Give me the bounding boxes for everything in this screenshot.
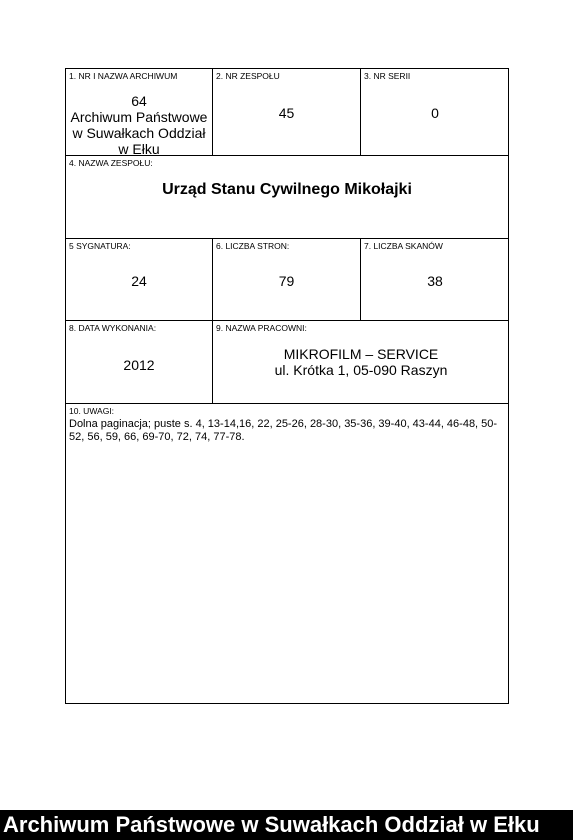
signature-cell xyxy=(66,239,212,320)
scans-label: 7. LICZBA SKANÓW xyxy=(364,241,443,251)
signature-value: 24 xyxy=(131,273,147,289)
studio-name: MIKROFILM – SERVICE xyxy=(283,346,439,362)
pages-value: 79 xyxy=(278,273,295,289)
fond-name-label: 4. NAZWA ZESPOŁU: xyxy=(69,158,153,168)
fond-name: Urząd Stanu Cywilnego Mikołajki xyxy=(162,181,412,198)
remarks-cell xyxy=(66,404,508,703)
pages-label: 6. LICZBA STRON: xyxy=(216,241,290,251)
scans-cell xyxy=(361,239,509,320)
fond-number: 45 xyxy=(278,105,295,121)
fond-name-cell xyxy=(66,156,508,238)
date-cell xyxy=(66,321,212,403)
archive-name-line-1: Archiwum Państwowe xyxy=(70,109,208,125)
fond-number-label: 2. NR ZESPOŁU xyxy=(216,71,280,81)
studio-cell xyxy=(213,321,509,403)
archive-label: 1. NR I NAZWA ARCHIWUM xyxy=(69,71,178,81)
archive-number: 64 xyxy=(131,93,147,109)
pages-cell xyxy=(213,239,360,320)
scans-value: 38 xyxy=(427,273,443,289)
archive-cell xyxy=(66,69,212,155)
archive-name-line-2: w Suwałkach Oddział xyxy=(72,125,206,141)
fond-number-cell xyxy=(213,69,360,155)
date-label: 8. DATA WYKONANIA: xyxy=(69,323,157,333)
metadata-form xyxy=(65,68,509,704)
series-cell xyxy=(361,69,509,155)
signature-label: 5 SYGNATURA: xyxy=(69,241,131,251)
archive-name-line-3: w Ełku xyxy=(118,141,160,157)
studio-address: ul. Krótka 1, 05-090 Raszyn xyxy=(274,362,448,378)
date-value: 2012 xyxy=(123,357,155,373)
studio-label: 9. NAZWA PRACOWNI: xyxy=(216,323,307,333)
series-label: 3. NR SERII xyxy=(364,71,411,81)
series-number: 0 xyxy=(431,105,439,121)
remarks-text: Dolna paginacja; puste s. 4, 13-14,16, 22, 25-26, 28-30, 35-36, 39-40, 43-44, 46-48, 50-52, 56, 59, 66, 69-70, 72, 74, 77-78. xyxy=(69,418,498,443)
archive-footer-banner: Archiwum Państwowe w Suwałkach Oddział w Ełku xyxy=(0,810,573,840)
remarks-label: 10. UWAGI: xyxy=(69,406,115,416)
